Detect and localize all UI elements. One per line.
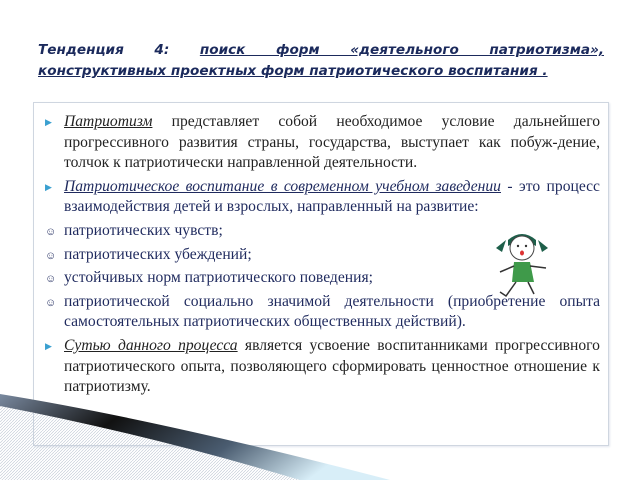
title-line1: поиск форм «деятельного патриотизма»,: [199, 42, 604, 58]
title-line2: конструктивных проектных форм патриотического воспитания .: [38, 63, 548, 79]
sub-item-text: патриотических убеждений;: [64, 245, 252, 263]
term: Патриотизм: [64, 113, 153, 130]
triangle-bullet-icon: ▶: [45, 181, 52, 192]
smiley-icon: ☺: [45, 249, 57, 262]
triangle-bullet-icon: ▶: [45, 340, 52, 351]
sub-item-text: устойчивых норм патриотического поведения;: [64, 269, 373, 287]
term: Патриотическое воспитание в современном учебном заведении: [64, 177, 501, 195]
girl-illustration: [488, 226, 568, 306]
item-text: - это процесс взаимодействия детей и взрослых, направленный на развитие:: [64, 177, 600, 216]
sub-item-text: патриотической социально значимой деятельности (приобретение опыта самостоятельных патриотических общественных действий).: [64, 292, 600, 331]
decorative-swoosh: [0, 380, 400, 480]
list-item: [45, 177, 600, 218]
item-text: представляет собой необходимое условие дальнейшего прогрессивного развития страны, государства, выступает как побуж-дение, толчок к патриотически направленной деятельности.: [64, 113, 600, 172]
slide-title: [38, 40, 604, 82]
title-prefix: Тенденция 4:: [38, 42, 200, 58]
term: Сутью данного процесса: [64, 336, 238, 354]
smiley-icon: ☺: [45, 273, 57, 286]
smiley-icon: ☺: [45, 296, 57, 309]
item-text: является усвоение воспитанниками прогрессивного патриотического опыта, позволяющего сформировать ценностное отношение к патриотизму.: [64, 336, 600, 396]
sub-item-text: патриотических чувств;: [64, 221, 223, 239]
list-item: [45, 112, 600, 174]
smiley-icon: ☺: [45, 225, 57, 238]
triangle-bullet-icon: ▶: [45, 117, 52, 127]
